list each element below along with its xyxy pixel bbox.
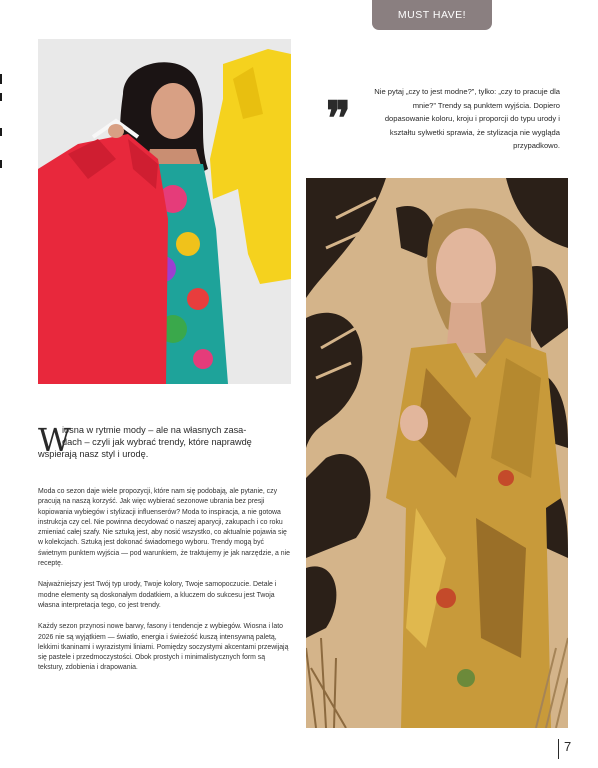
lead-line-1: iosna w rytmie mody – ale na własnych zasa- [62,425,247,435]
lead-line-2: dach – czyli jak wybrać trendy, które naprawdę [62,437,252,448]
edge-mark-3 [0,128,2,136]
article-body [38,487,291,685]
edge-mark-1 [0,74,2,84]
edge-mark-4 [0,160,2,168]
page-number: 7 [564,739,572,754]
body-paragraph-2: Najważniejszy jest Twój typ urody, Twoje kolory, Twoje samopoczucie. Detale i modne elementy są doskonałym dodatkiem, a kluczem do sukcesu jest Twoja własna interpretacja tego, co jest trendy. [38,581,277,609]
edge-mark-2 [0,93,2,101]
photo2-illustration [306,178,568,728]
page-number-rule [558,739,559,759]
lead-drop-cap: W [38,421,71,459]
body-paragraph-3: Każdy sezon przynosi nowe barwy, fasony i tendencje z wybiegów. Wiosna i lato 2026 nie są wyjątkiem — światło, energia i świeżość kuszą intensywną paletą, lekkimi tkaninami i wyrazistymi liniami. Pomiędzy soczystymi akcentami przewijają się pastele i przedmoczystości. Obok prostych i minimalistycznych form są tekstury, zdobienia i drapowania. [38,623,289,672]
lead-line-3: wspierają nasz styl i urodę. [38,449,149,460]
pull-quote: Nie pytaj „czy to jest modne?”, tylko: „czy to pracuje dla mnie?” Trendy są punktem wyjścia. Dopiero dopasowanie koloru, kroju i proporcji do typu urody i kształtu sylwetki sprawia, że stylizacja nie wygląda przypadkowo. [374,87,560,151]
quote-mark-icon: ❞ [326,91,351,145]
section-tab-label: MUST HAVE! [397,9,467,21]
lead-paragraph [38,421,291,461]
woman-in-gold-jacket-photo [306,178,568,728]
photo1-illustration [38,39,291,384]
body-paragraph-1: Moda co sezon daje wiele propozycji, które nam się podobają, ale pytanie, czy pracują na naszą korzyść. Jak więc wybierać sezonowe ubrania bez presji kopiowania wybiegów i stylizacji influenserów? Moda to inspiracja, a nie gotowa instrukcja czy cel. Nie powinna decydować o naszej aparycji, zakupach i co roku zmieniać całej szafy. Nie sztuką jest, aby nosić wszystko, co aktualnie pojawia się w kolekcjach. Sztuką jest dokonać świadomego wyboru. Trendy mogą być świetnym punktem wyjścia — pod warunkiem, że traktujemy je jak narzędzie, a nie receptę. [38,488,290,568]
woman-holding-clothes-photo [38,39,291,384]
section-tab [372,0,492,30]
